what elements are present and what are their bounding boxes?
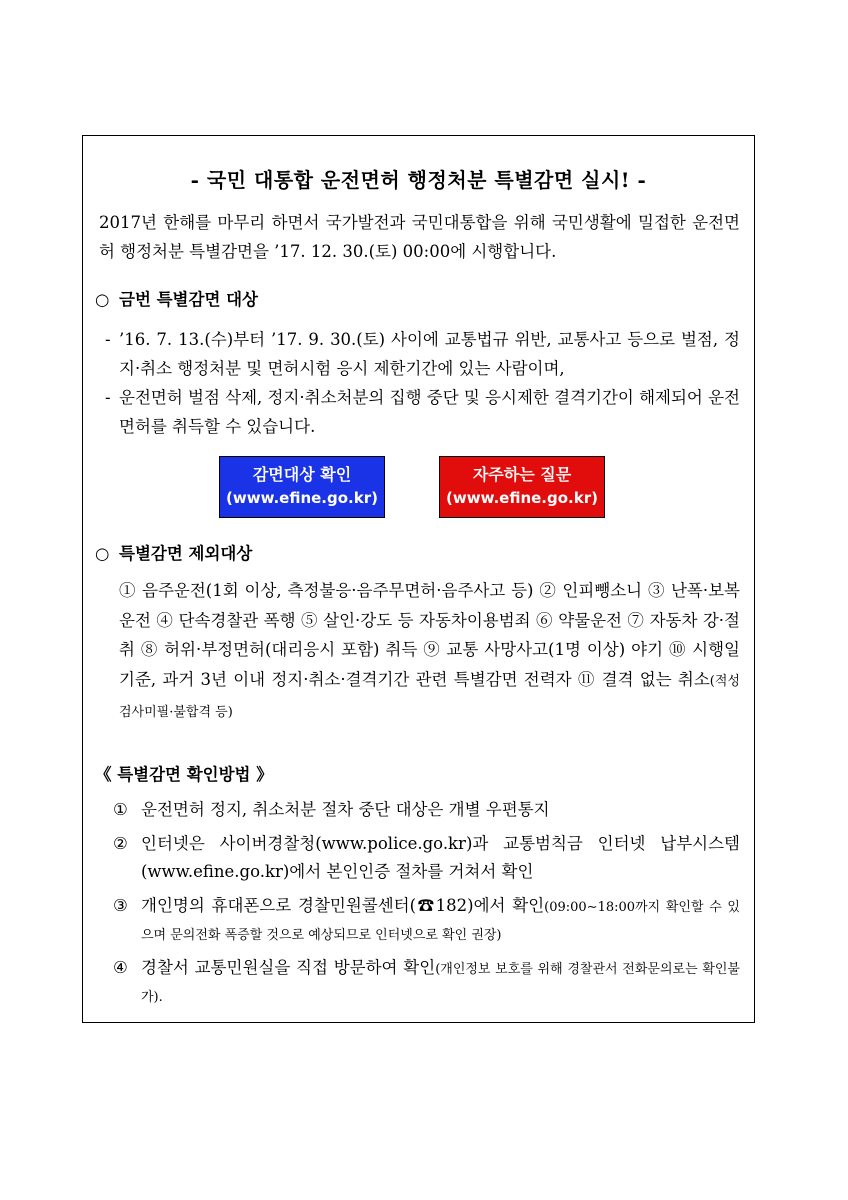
section-target-heading	[95, 286, 258, 310]
section-exclusion-title: 특별감면 제외대상	[119, 544, 253, 563]
section-target-title: 금번 특별감면 대상	[119, 290, 259, 309]
item-number: ②	[113, 834, 128, 853]
item-number: ④	[113, 958, 128, 977]
dash-marker: -	[105, 330, 111, 349]
exclusion-list	[119, 576, 740, 728]
check-eligibility-label: 감면대상 확인	[252, 465, 352, 484]
dash-marker: -	[105, 388, 111, 407]
method-text: 개인명의 휴대폰으로 경찰민원콜센터(☎182)에서 확인	[141, 896, 545, 915]
method-note: (개인정보 보호를 위해 경찰관서 전화문의로는 확인불가).	[141, 962, 740, 1005]
intro-paragraph: 2017년 한해를 마무리 하면서 국가발전과 국민대통합을 위해 국민생활에 밀접한 운전면허 행정처분 특별감면을 ’17. 12. 30.(토) 00:00에 시행합니다.	[99, 213, 740, 261]
bullet-text: 운전면허 벌점 삭제, 정지·취소처분의 집행 중단 및 응시제한 결격기간이 해제되어 운전면허를 취득할 수 있습니다.	[119, 388, 740, 436]
list-item	[113, 830, 740, 886]
method-note: (09:00∼18:00까지 확인할 수 있으며 문의전화 폭증할 것으로 예상되므로 인터넷으로 확인 권장)	[141, 900, 740, 943]
method-list	[113, 796, 740, 1016]
method-text: 경찰서 교통민원실을 직접 방문하여 확인	[141, 958, 436, 977]
item-number: ①	[113, 800, 128, 819]
method-text: 인터넷은 사이버경찰청(www.police.go.kr)과 교통범칙금 인터넷 납부시스템(www.efine.go.kr)에서 본인인증 절차를 거쳐서 확인	[141, 834, 740, 881]
faq-url: (www.efine.go.kr)	[446, 489, 598, 507]
list-item	[113, 954, 740, 1010]
bullet-text: ’16. 7. 13.(수)부터 ’17. 9. 30.(토) 사이에 교통법규 위반, 교통사고 등으로 벌점, 정지·취소 행정처분 및 면허시험 응시 제한기간에 있는 사람이며,	[119, 330, 740, 378]
check-eligibility-button[interactable]	[219, 456, 385, 518]
notice-box	[82, 135, 755, 1023]
notice-title: - 국민 대통합 운전면허 행정처분 특별감면 실시! -	[190, 168, 647, 192]
list-item	[105, 383, 740, 441]
method-text: 운전면허 정지, 취소처분 절차 중단 대상은 개별 우편통지	[141, 800, 550, 819]
circle-bullet-icon: ○	[95, 290, 110, 309]
list-item	[113, 892, 740, 948]
section-method-heading: 《 특별감면 확인방법 》	[95, 765, 273, 784]
faq-button[interactable]	[439, 456, 605, 518]
target-bullet-list	[105, 325, 740, 441]
method-text-block	[141, 892, 740, 948]
faq-label: 자주하는 질문	[472, 465, 572, 484]
list-item	[105, 325, 740, 383]
item-number: ③	[113, 896, 128, 915]
check-eligibility-url: (www.efine.go.kr)	[226, 489, 378, 507]
circle-bullet-icon: ○	[95, 544, 110, 563]
method-text-block	[141, 954, 740, 1010]
exclusion-note: (적성검사미필·불합격 등)	[119, 673, 740, 720]
section-exclusion-heading	[95, 540, 252, 564]
exclusion-text: ① 음주운전(1회 이상, 측정불응·음주무면허·음주사고 등) ② 인피뺑소니 ③ 난폭·보복운전 ④ 단속경찰관 폭행 ⑤ 살인·강도 등 자동차이용범죄 ⑥ 약물운전 ⑦ 자동차 강·절취 ⑧ 허위·부정면허(대리응시 포함) 취득 ⑨ 교통 사망사고(1명 이상) 야기 ⑩ 시행일 기준, 과거 3년 이내 정지·취소·결격기간 관련 특별감면 전력자 ⑪ 결격 없는 취소	[119, 581, 740, 689]
list-item	[113, 796, 740, 824]
